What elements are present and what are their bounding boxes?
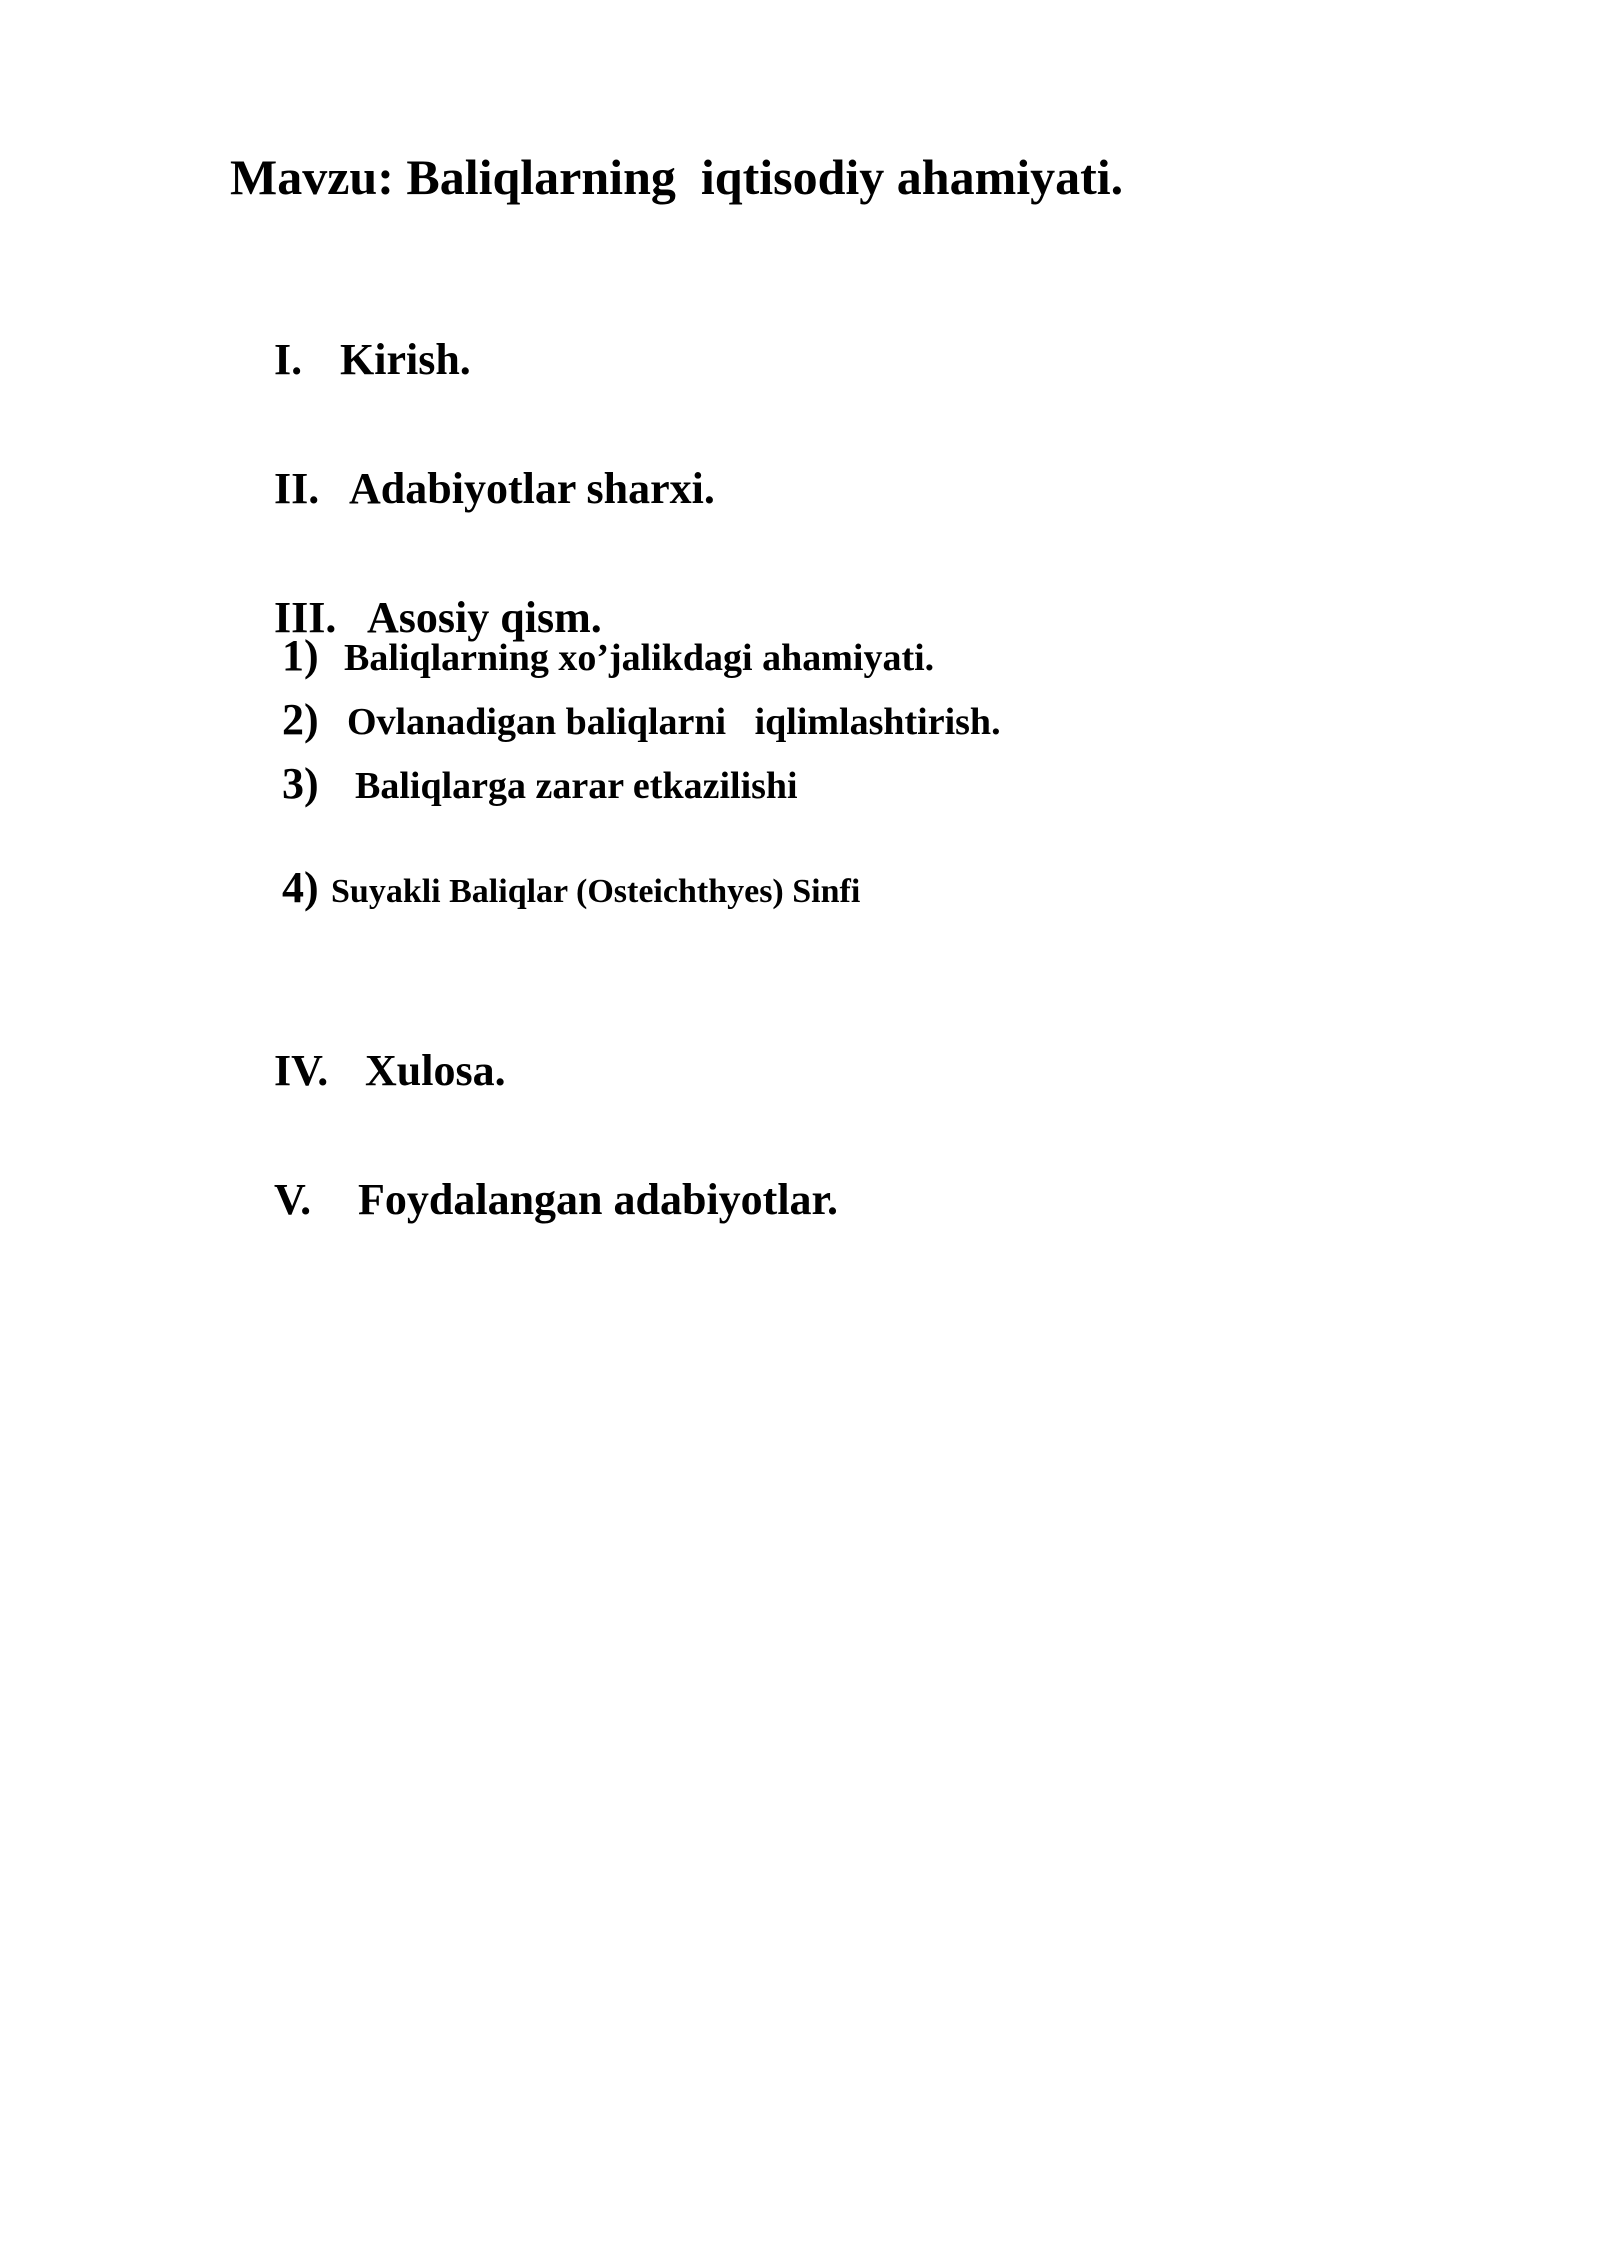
- subsection-label: Suyakli Baliqlar (Osteichthyes) Sinfi: [331, 873, 861, 910]
- section-label: Foydalangan adabiyotlar.: [358, 1175, 839, 1224]
- subsection-3: [266, 746, 798, 822]
- section-label: Xulosa.: [365, 1046, 506, 1095]
- subsection-number: 4): [282, 863, 319, 912]
- section-1: [230, 294, 471, 426]
- section-4: [230, 1005, 506, 1137]
- subsection-number: 3): [282, 759, 319, 808]
- subsection-label: Baliqlarning xo’jalikdagi ahamiyati.: [344, 637, 935, 679]
- section-number: III.: [274, 593, 337, 642]
- section-label: Kirish.: [340, 335, 471, 384]
- section-number: I.: [274, 335, 303, 384]
- subsection-4: [266, 850, 860, 926]
- section-2: [230, 423, 715, 555]
- section-number: IV.: [274, 1046, 329, 1095]
- subsection-number: 1): [282, 631, 319, 680]
- section-label: Asosiy qism.: [367, 593, 602, 642]
- section-number: II.: [274, 464, 320, 513]
- subsection-number: 2): [282, 695, 319, 744]
- subsection-label: Ovlanadigan baliqlarni iqlimlashtirish.: [347, 701, 1001, 743]
- section-5: [230, 1134, 838, 1266]
- subsection-label: Baliqlarga zarar etkazilishi: [355, 765, 798, 807]
- section-label: Adabiyotlar sharxi.: [349, 464, 715, 513]
- document-title: Mavzu: Baliqlarning iqtisodiy ahamiyati.: [230, 149, 1124, 205]
- section-number: V.: [274, 1175, 312, 1224]
